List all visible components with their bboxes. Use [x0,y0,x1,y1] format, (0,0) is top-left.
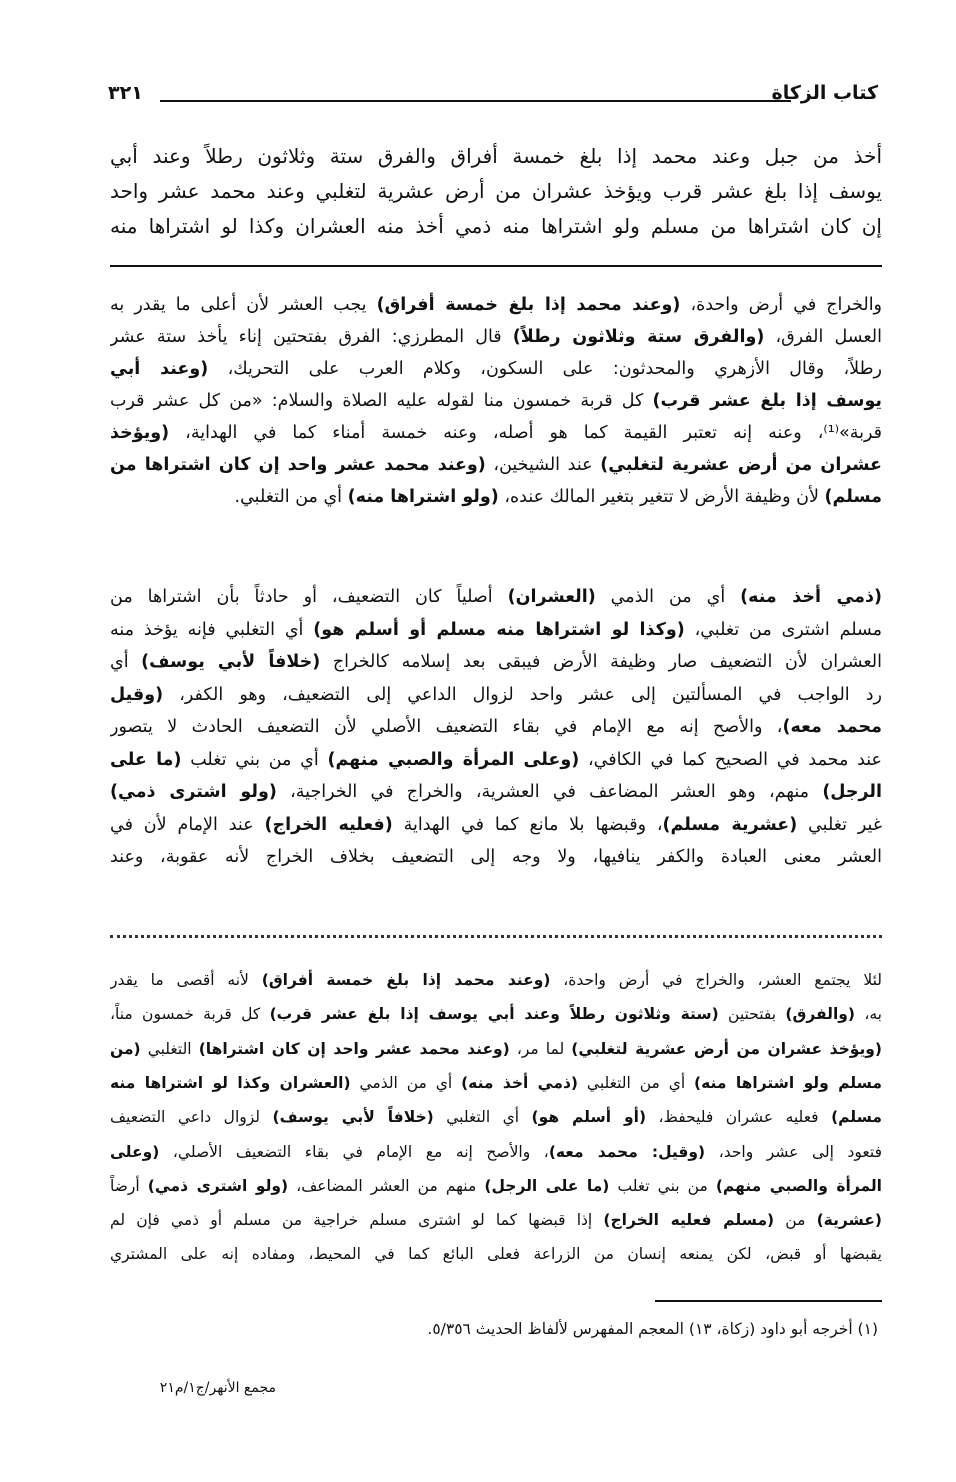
text-line: (ذمي أخذ منه) أي من الذمي (العشران) أصلياً كان التضعيف، أو حادثاً بأن اشتراها من [110,587,882,607]
text-line: مسلم اشترى من تغلبي، (وكذا لو اشتراها منه مسلم أو أسلم هو) أي التغلبي فإنه يؤخذ منه [110,619,882,640]
text-line: (عشرية) من (مسلم فعليه الخراج) إذا قبضها كما لو اشترى مسلم خراجية من مسلم أو ذمي فإن لم [110,1211,882,1230]
text-line: به، (والفرق) بفتحتين (ستة وثلاثون رطلاً وعند أبي يوسف إذا بلغ عشر قرب) كل قربة خمسون مناً، [110,1005,882,1024]
footnote: (١) أخرجه أبو داود (زكاة، ١٣) المعجم المفهرس لألفاظ الحديث ٥/٣٥٦. [427,1320,878,1338]
text-line: أخذ من جبل وعند محمد إذا بلغ خمسة أفراق والفرق ستة وثلاثون رطلاً وعند أبي [110,144,882,168]
text-line: العشر معنى العبادة والكفر ينافيها، ولا وجه إلى التضعيف بخلاف الخراج لأنه عقوبة، وعند [110,847,882,867]
header-rule [160,100,791,102]
text-line: لئلا يجتمع العشر، والخراج في أرض واحدة، (وعند محمد إذا بلغ خمسة أفراق) لأنه أقصى ما يقدر [110,971,882,989]
text-line: مسلم) فعليه عشران فليحفظ، (أو أسلم هو) أي التغلبي (خلافاً لأبي يوسف) لزوال داعي التضعيف [110,1108,882,1127]
page-number: ٣٢١ [108,82,143,104]
text-line: محمد معه)، والأصح إنه مع الإمام في بقاء التضعيف الأصلي لأن التضعيف الحادث لا يتصور [110,717,882,737]
text-line: فتعود إلى عشر واحد، (وقيل: محمد معه)، والأصح إنه مع الإمام في بقاء التضعيف الأصلي، (وعلى [110,1142,882,1161]
text-line: يوسف إذا بلغ عشر قرب ويؤخذ عشران من أرض عشرية لتغلبي وعند محمد عشر واحد [110,179,882,203]
text-line: عند محمد في الصحيح كما في الكافي، (وعلى المرأة والصبي منهم) أي من بني تغلب (ما على [110,749,882,770]
signature-mark: مجمع الأنهر/ج١/م٢١ [159,1380,276,1396]
text-line: إن كان اشتراها من مسلم ولو اشتراها منه ذمي أخذ منه العشران وكذا لو اشتراها منه [110,214,882,238]
running-header-title: كتاب الزكاة [771,82,878,104]
matn-divider [110,265,882,267]
text-line: قربة»⁽¹⁾، وعنه إنه تعتبر القيمة كما هو أصله، وعنه خمسة أمناء كما في الهداية، (ويؤخذ [110,423,882,443]
text-line: غير تغلبي (عشرية مسلم)، وقبضها بلا مانع كما في الهداية (فعليه الخراج) عند الإمام لأن في [110,814,882,835]
text-line: العسل الفرق، (والفرق ستة وثلاثون رطلاً) قال المطرزي: الفرق بفتحتين إناء يأخذ ستة عشر [110,327,882,347]
text-line: والخراج في أرض واحدة، (وعند محمد إذا بلغ خمسة أفراق) يجب العشر لأن أعلى ما يقدر به [110,295,882,315]
text-line: الرجل) منهم، وهو العشر المضاعف في العشرية، والخراج في الخراجية، (ولو اشترى ذمي) [110,782,882,802]
text-line: يوسف إذا بلغ عشر قرب) كل قربة خمسون منا لقوله عليه الصلاة والسلام: «من كل عشر قرب [110,391,882,411]
text-line: المرأة والصبي منهم) من بني تغلب (ما على الرجل) منهم من العشر المضاعف، (ولو اشترى ذمي) أرضاً [110,1176,882,1195]
dotted-divider [110,935,882,938]
text-line: العشران لأن التضعيف صار وظيفة الأرض فيبقى بعد إسلامه كالخراج (خلافاً لأبي يوسف) أي [110,652,882,672]
text-line: عشران من أرض عشرية لتغلبي) عند الشيخين، (وعند محمد عشر واحد إن كان اشتراها من [110,455,882,475]
footnote-divider [655,1300,882,1302]
text-line: مسلم) لأن وظيفة الأرض لا تتغير بتغير المالك عنده، (ولو اشتراها منه) أي من التغلبي. [234,487,882,507]
text-line: يقبضها أو قبض، لكن يمنعه إنسان من الزراعة فعلى البائع كما في المحيط، ومفاده إنه على المشتري [110,1245,882,1264]
text-line: (ويؤخذ عشران من أرض عشرية لتغلبي) لما مر، (وعند محمد عشر واحد إن كان اشتراها) التغلبي (من [110,1039,882,1058]
text-line: مسلم ولو اشتراها منه) أي من التغلبي (ذمي أخذ منه) أي من الذمي (العشران وكذا لو اشتراها منه [110,1073,882,1092]
text-line: رطلاً، وقال الأزهري والمحدثون: على السكون، وكلام العرب على التحريك، (وعند أبي [110,359,882,379]
text-line: رد الواجب في المسألتين إلى عشر واحد لزوال الداعي إلى التضعيف، وهو الكفر، (وقيل [110,684,882,705]
